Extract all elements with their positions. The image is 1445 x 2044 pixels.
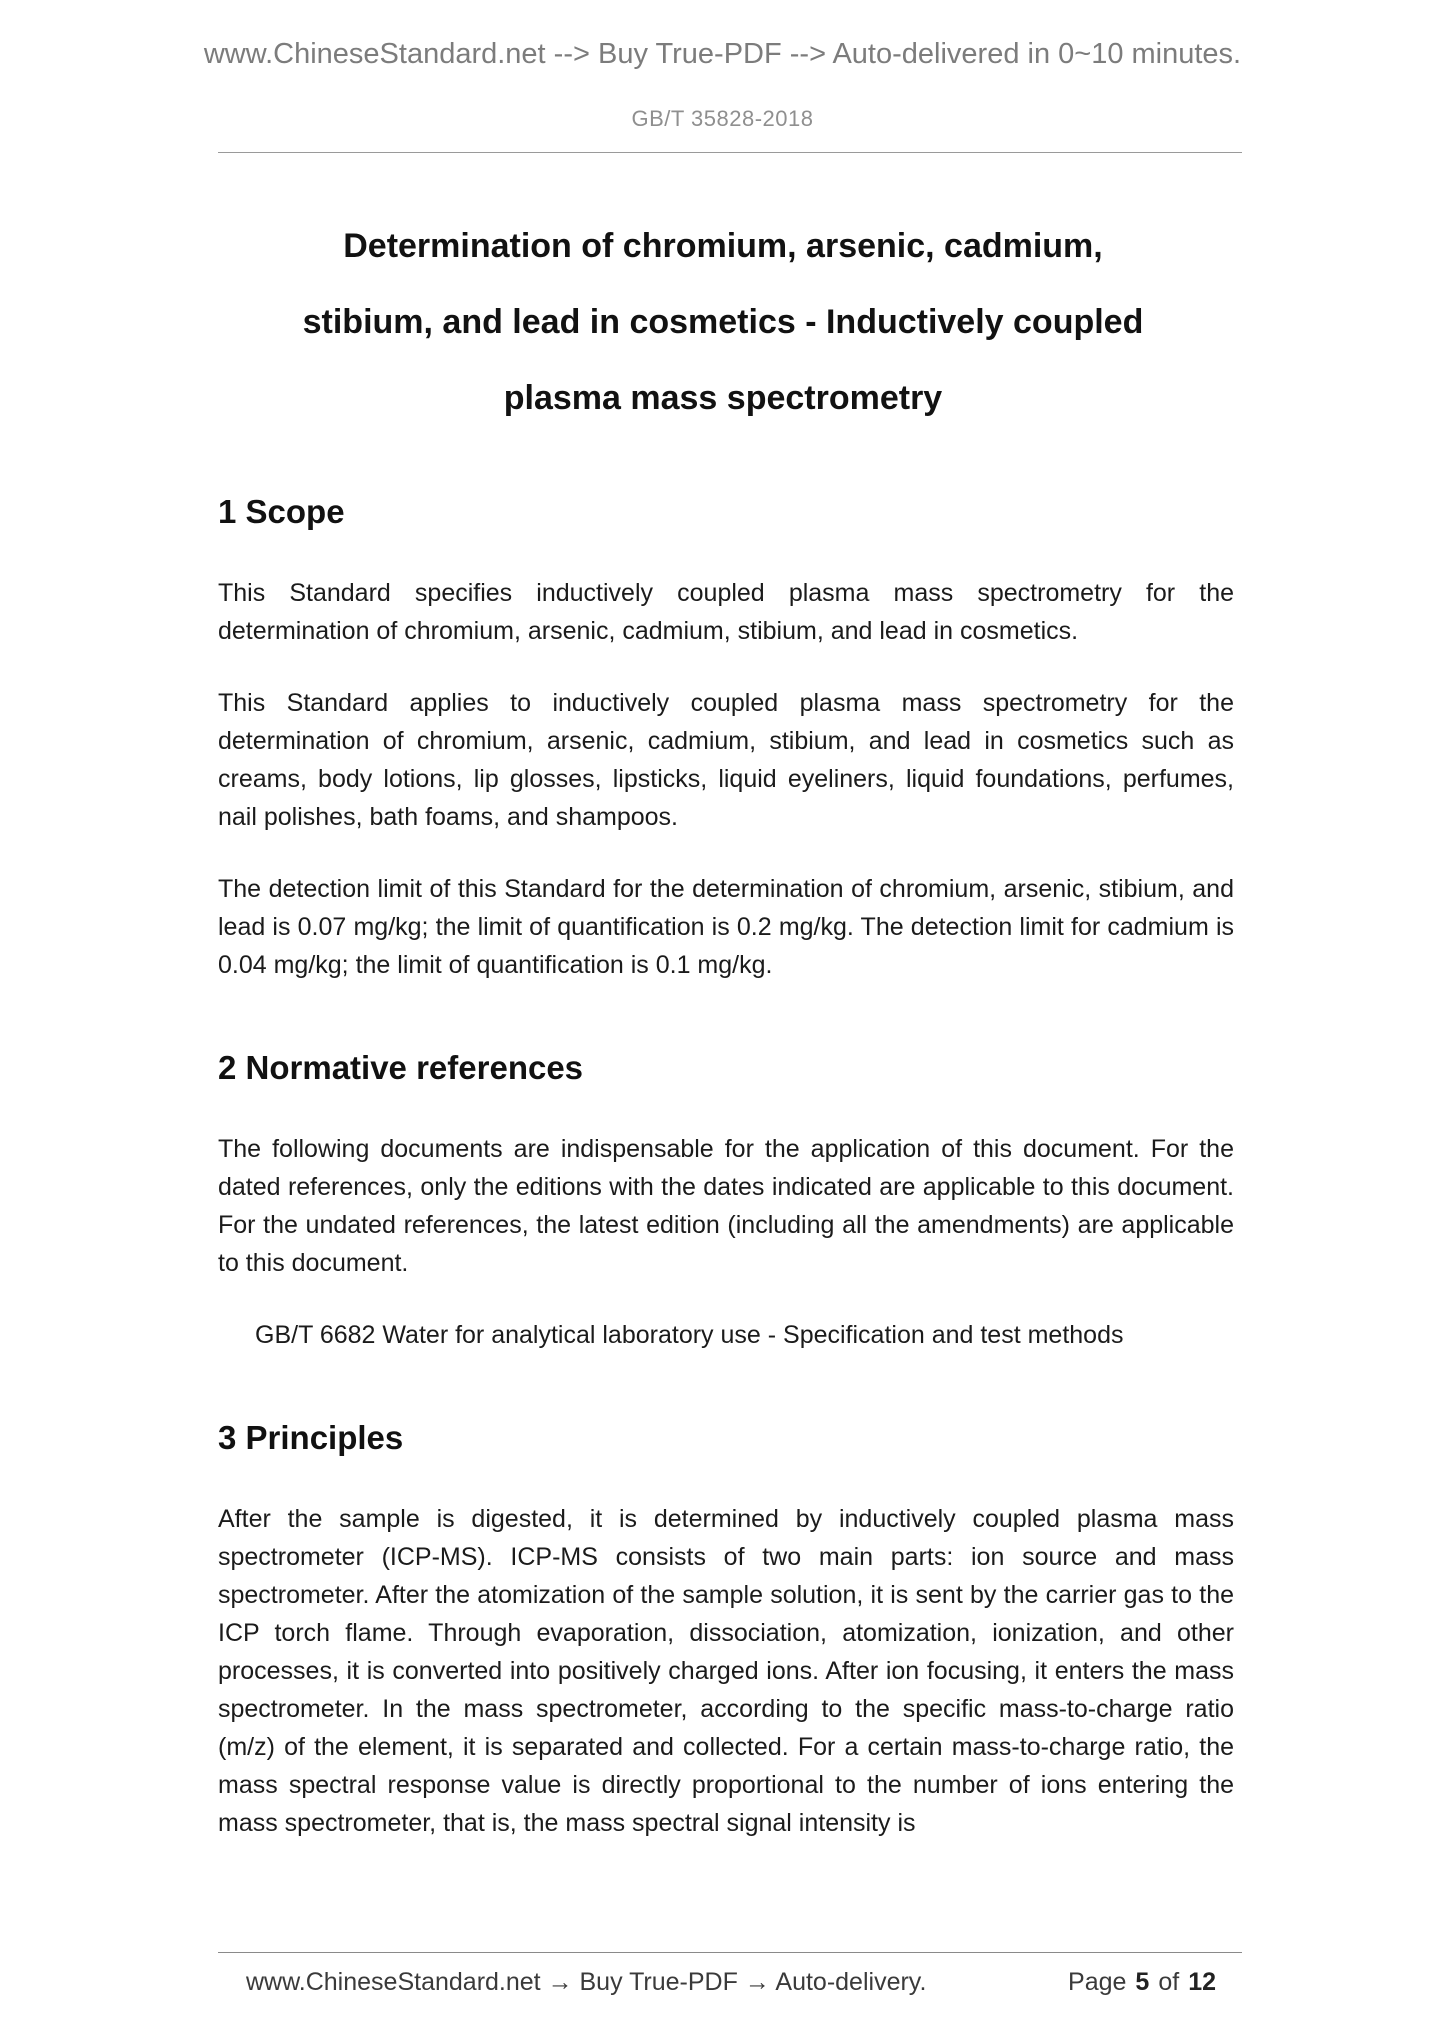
document-title bbox=[215, 208, 1231, 436]
page-footer bbox=[246, 1968, 1216, 1997]
body-paragraph: The detection limit of this Standard for the determination of chromium, arsenic, stibium, and lead is 0.07 mg/kg; the limit of quantification is 0.2 mg/kg. The detection limit for cadmium is 0.04 mg/kg; the limit of quantification is 0.1 mg/kg. bbox=[218, 875, 1234, 979]
body-paragraph: The following documents are indispensable for the application of this document. For the dated references, only the editions with the dates indicated are applicable to this document. For the undated references, the latest edition (including all the amendments) are applicable to this document. bbox=[218, 1135, 1234, 1277]
title-line-1: Determination of chromium, arsenic, cadmium, bbox=[343, 227, 1103, 265]
body-paragraph: After the sample is digested, it is determined by inductively coupled plasma mass spectrometer (ICP-MS). ICP-MS consists of two main parts: ion source and mass spectrometer. After the atomization of the sample solution, it is sent by the carrier gas to the ICP torch flame. Through evaporation, dissociation, atomization, ionization, and other processes, it is converted into positively charged ions. After ion focusing, it enters the mass spectrometer. In the mass spectrometer, according to the specific mass-to-charge ratio (m/z) of the element, it is separated and collected. For a certain mass-to-charge ratio, the mass spectral response value is directly proportional to the number of ions entering the mass spectrometer, that is, the mass spectral signal intensity is bbox=[218, 1505, 1234, 1837]
body-paragraph: This Standard specifies inductively coupled plasma mass spectrometry for the determination of chromium, arsenic, cadmium, stibium, and lead in cosmetics. bbox=[218, 579, 1234, 645]
header-divider bbox=[218, 152, 1242, 153]
section-heading-scope: 1 Scope bbox=[218, 493, 345, 530]
body-paragraph: This Standard applies to inductively coupled plasma mass spectrometry for the determination of chromium, arsenic, cadmium, stibium, and lead in cosmetics such as creams, body lotions, lip glosses, lipsticks, liquid eyeliners, liquid foundations, perfumes, nail polishes, bath foams, and shampoos. bbox=[218, 689, 1234, 831]
total-pages: 12 bbox=[1188, 1968, 1216, 1996]
doc-number: GB/T 35828-2018 bbox=[631, 106, 814, 131]
section-heading-normative-references: 2 Normative references bbox=[218, 1049, 584, 1086]
reference-paragraph: GB/T 6682 Water for analytical laboratory use - Specification and test methods bbox=[255, 1321, 1124, 1349]
footer-divider bbox=[218, 1952, 1242, 1953]
section-heading-principles: 3 Principles bbox=[218, 1419, 404, 1456]
page-indicator bbox=[1068, 1968, 1216, 1997]
title-line-2: stibium, and lead in cosmetics - Inductively coupled bbox=[302, 303, 1144, 341]
page-number: 5 bbox=[1135, 1968, 1150, 1996]
header-banner: www.ChineseStandard.net --> Buy True-PDF --> Auto-delivered in 0~10 minutes. bbox=[203, 38, 1242, 70]
page-label: Page bbox=[1068, 1968, 1127, 1996]
of-label: of bbox=[1158, 1968, 1180, 1996]
footer-site-line: www.ChineseStandard.net → Buy True-PDF → Auto-delivery. bbox=[246, 1968, 927, 1996]
document-body bbox=[218, 492, 1234, 1842]
title-line-3: plasma mass spectrometry bbox=[503, 379, 943, 417]
